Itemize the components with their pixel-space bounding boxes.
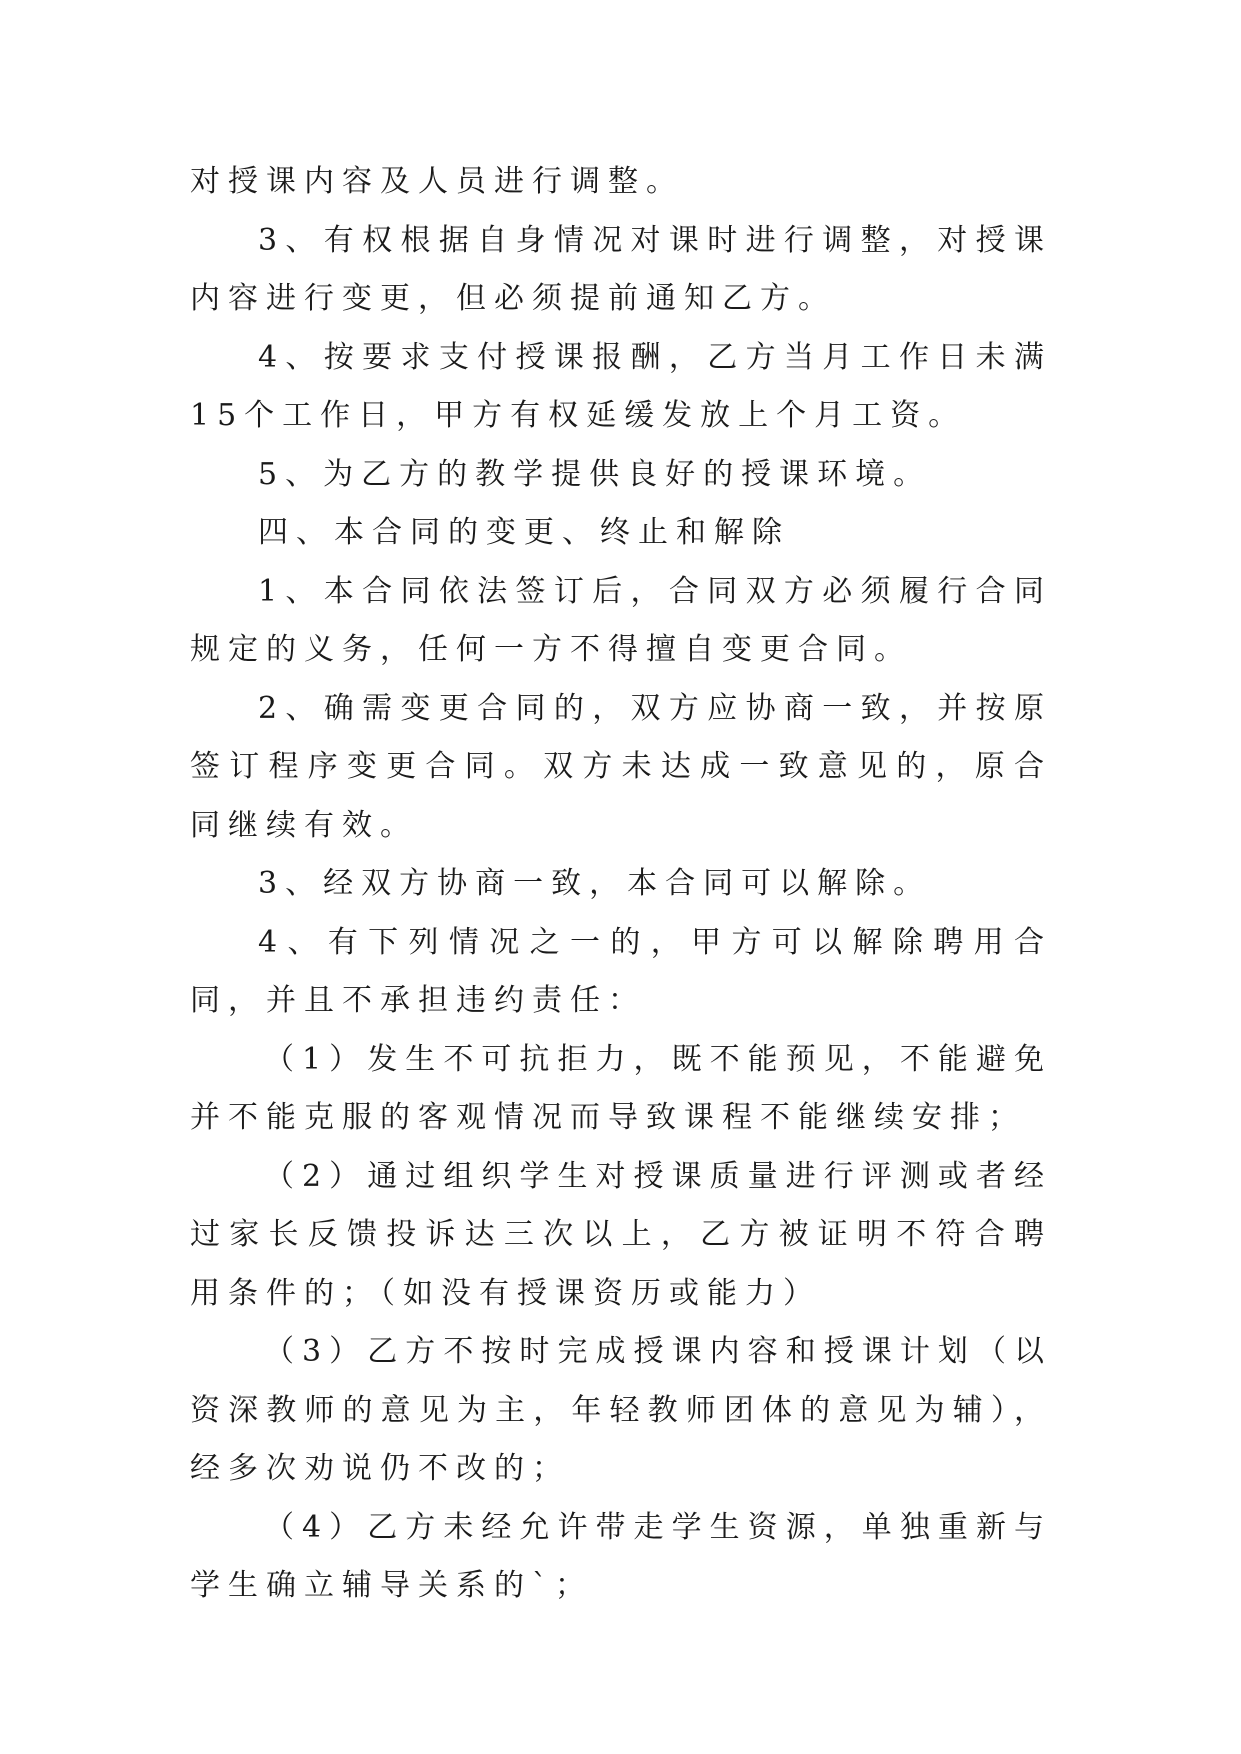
paragraph-continuation: 对授课内容及人员进行调整。 <box>190 164 684 199</box>
clause-5-teaching-environment: 5、为乙方的教学提供良好的授课环境。 <box>258 456 932 492</box>
clause-3-terminate-by-agreement: 3、经双方协商一致，本合同可以解除。 <box>258 866 932 901</box>
sub-clause-2-complaints: （2）通过组织学生对授课质量进行评测或者经过家长反馈投诉达三次以上，乙方被证明不符合聘用条件的；（如没有授课资历或能力） <box>190 1158 1052 1311</box>
sub-clause-3-incomplete-plan: （3）乙方不按时完成授课内容和授课计划（以资深教师的意见为主，年轻教师团体的意见为辅），经多次劝说仍不改的； <box>190 1334 1052 1486</box>
sub-clause-4-student-resources: （4）乙方未经允许带走学生资源，单独重新与学生确立辅导关系的`； <box>190 1509 1052 1603</box>
clause-1-obligations: 1、本合同依法签订后，合同双方必须履行合同规定的义务，任何一方不得擅自变更合同。 <box>190 573 1052 667</box>
sub-clause-1-force-majeure: （1）发生不可抗拒力，既不能预见，不能避免并不能克服的客观情况而导致课程不能继续安排； <box>190 1041 1052 1135</box>
document-page <box>190 153 1052 1616</box>
clause-4-termination-conditions: 4、有下列情况之一的，甲方可以解除聘用合同，并且不承担违约责任： <box>190 924 1052 1018</box>
clause-3-adjust-hours: 3、有权根据自身情况对课时进行调整，对授课内容进行变更，但必须提前通知乙方。 <box>190 222 1052 316</box>
section-heading-four: 四、本合同的变更、终止和解除 <box>258 515 790 550</box>
clause-2-change-contract: 2、确需变更合同的，双方应协商一致，并按原签订程序变更合同。双方未达成一致意见的，原合同继续有效。 <box>190 690 1052 843</box>
clause-4-pay-remuneration: 4、按要求支付授课报酬，乙方当月工作日未满15个工作日，甲方有权延缓发放上个月工资。 <box>190 339 1052 433</box>
